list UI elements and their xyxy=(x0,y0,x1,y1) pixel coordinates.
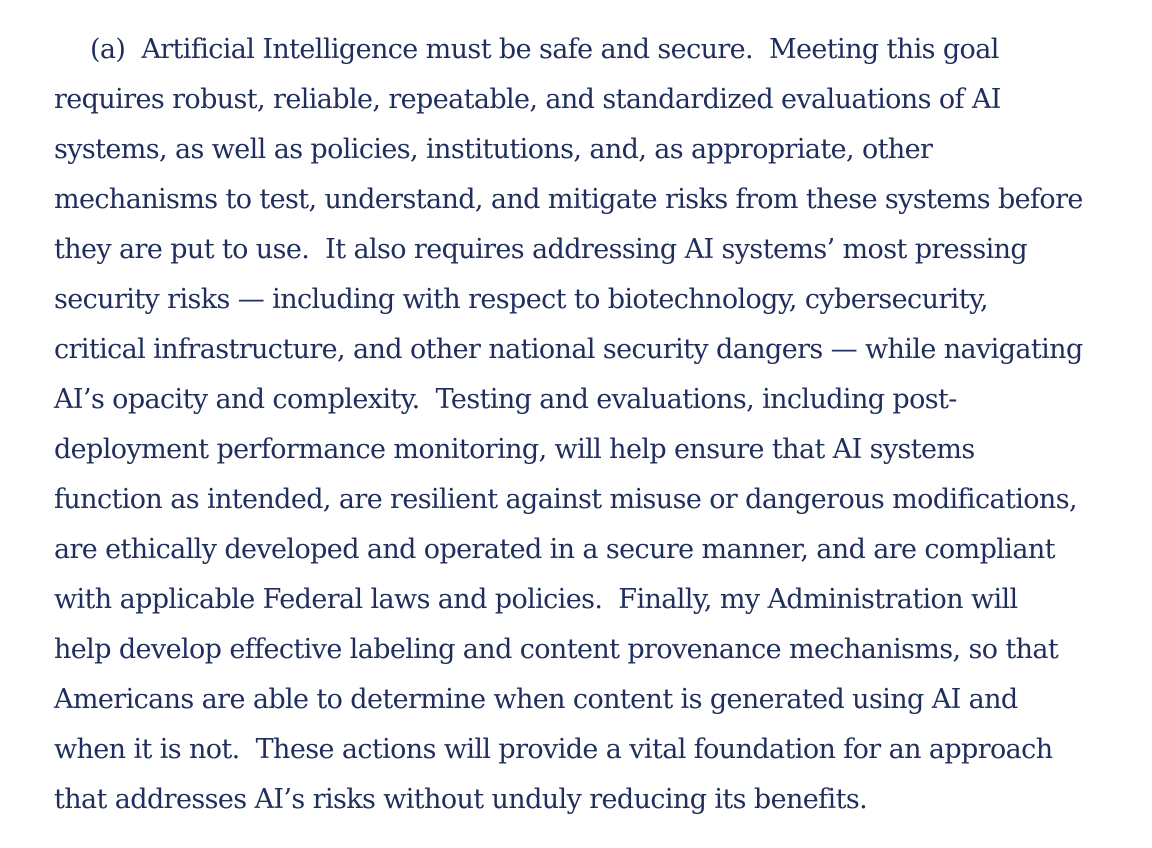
paragraph-line: Americans are able to determine when content is generated using AI and xyxy=(54,684,1018,715)
paragraph-line: requires robust, reliable, repeatable, and standardized evaluations of AI xyxy=(54,84,1001,115)
paragraph-line: are ethically developed and operated in a secure manner, and are compliant xyxy=(54,534,1055,565)
paragraph-line: they are put to use. It also requires addressing AI systems’ most pressing xyxy=(54,234,1028,265)
paragraph-line: (a) Artificial Intelligence must be safe and secure. Meeting this goal xyxy=(90,34,999,65)
paragraph-line: critical infrastructure, and other national security dangers — while navigating xyxy=(54,334,1083,365)
paragraph-line: AI’s opacity and complexity. Testing and evaluations, including post- xyxy=(54,384,957,415)
paragraph-line: help develop effective labeling and content provenance mechanisms, so that xyxy=(54,634,1059,665)
paragraph-line: function as intended, are resilient against misuse or dangerous modifications, xyxy=(54,484,1077,515)
paragraph-line: that addresses AI’s risks without unduly reducing its benefits. xyxy=(54,784,868,815)
paragraph-line: deployment performance monitoring, will help ensure that AI systems xyxy=(54,434,975,465)
paragraph-line: with applicable Federal laws and policies. Finally, my Administration will xyxy=(54,584,1018,615)
paragraph-line: mechanisms to test, understand, and mitigate risks from these systems before xyxy=(54,184,1083,215)
paragraph-a xyxy=(54,25,1152,825)
paragraph-line: when it is not. These actions will provide a vital foundation for an approach xyxy=(54,734,1053,765)
paragraph-line: security risks — including with respect to biotechnology, cybersecurity, xyxy=(54,284,989,315)
paragraph-line: systems, as well as policies, institutions, and, as appropriate, other xyxy=(54,134,933,165)
